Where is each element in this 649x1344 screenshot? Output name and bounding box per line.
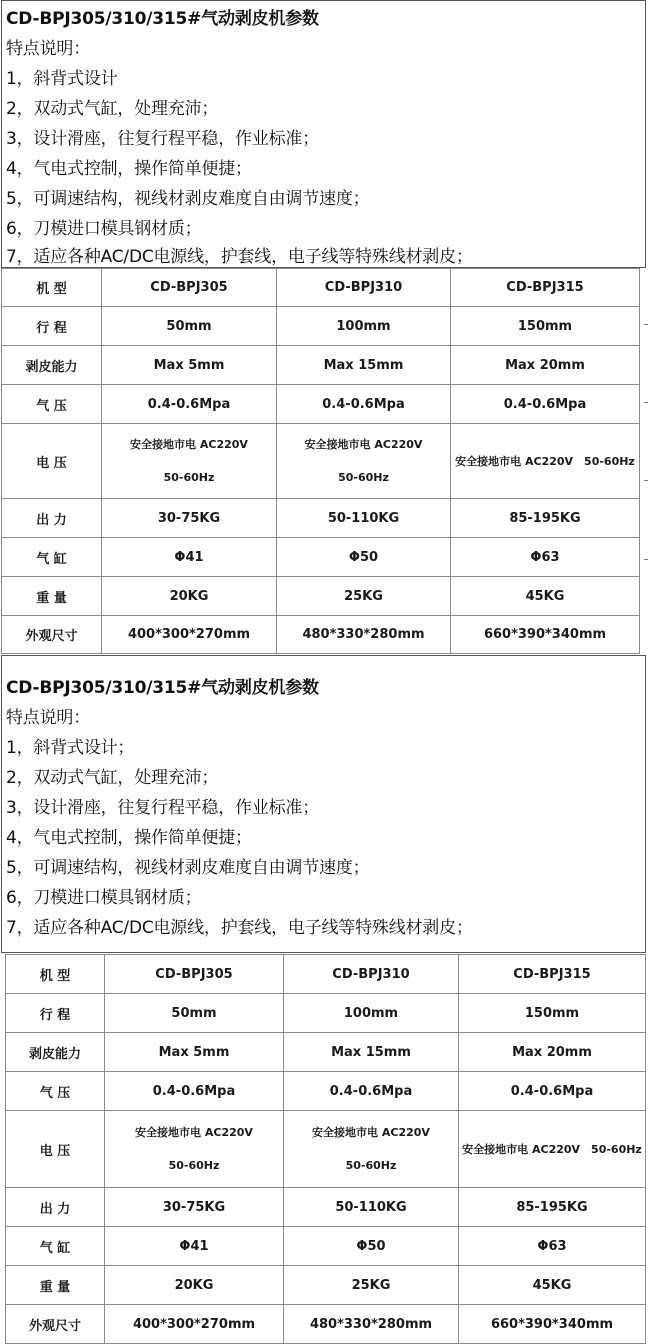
row-label: 重 量 — [2, 577, 102, 616]
features-heading: 特点说明： — [6, 708, 90, 728]
row-label: 剥皮能力 — [6, 1033, 105, 1072]
voltage-cell — [459, 1111, 646, 1188]
row-label: 外观尺寸 — [2, 616, 102, 654]
table-row — [2, 577, 640, 616]
feature-item: 2，双动式气缸，处理充沛； — [6, 99, 219, 119]
row-label: 电 压 — [2, 424, 102, 499]
edge-tick — [644, 402, 648, 403]
table-header-cell: CD-BPJ310 — [284, 955, 459, 994]
frequency-line: 50-60Hz — [338, 471, 389, 484]
table-row — [6, 1266, 646, 1305]
row-label: 气 压 — [2, 385, 102, 424]
table-cell: 0.4-0.6Mpa — [105, 1072, 284, 1111]
table-cell: 400*300*270mm — [102, 616, 277, 654]
edge-tick — [644, 324, 648, 325]
table-header-cell: 机 型 — [2, 269, 102, 307]
table-header-cell: 机 型 — [6, 955, 105, 994]
voltage-cell — [105, 1111, 284, 1188]
table-cell: 30-75KG — [102, 499, 277, 538]
table-row-voltage — [2, 424, 640, 499]
table-cell: 400*300*270mm — [105, 1305, 284, 1344]
voltage-line: 安全接地市电 AC220V — [304, 438, 423, 451]
voltage-line: 安全接地市电 AC220V — [135, 1126, 253, 1139]
table-cell: 50mm — [105, 994, 284, 1033]
feature-item: 3，设计滑座，往复行程平稳，作业标准； — [6, 798, 320, 818]
table-header-row — [2, 269, 640, 307]
voltage-line: 安全接地市电 AC220V — [312, 1126, 430, 1139]
feature-item: 5，可调速结构，视线材剥皮难度自由调节速度； — [6, 189, 370, 209]
table-row — [2, 385, 640, 424]
table-cell: 50mm — [102, 307, 277, 346]
feature-item: 2，双动式气缸，处理充沛； — [6, 768, 219, 788]
spec-text-block-2 — [1, 655, 646, 953]
spec-table-1 — [1, 268, 640, 654]
feature-item: 5，可调速结构，视线材剥皮难度自由调节速度； — [6, 858, 370, 878]
table-header-cell: CD-BPJ315 — [459, 955, 646, 994]
row-label: 行 程 — [2, 307, 102, 346]
edge-tick — [644, 559, 648, 560]
table-cell: 480*330*280mm — [277, 616, 451, 654]
voltage-line: 安全接地市电 AC220V 50-60Hz — [455, 455, 635, 468]
table-cell: 50-110KG — [284, 1188, 459, 1227]
spec-text-block-1 — [1, 0, 646, 268]
row-label: 出 力 — [2, 499, 102, 538]
table-cell: Max 20mm — [459, 1033, 646, 1072]
table-cell: 45KG — [459, 1266, 646, 1305]
table-cell: 480*330*280mm — [284, 1305, 459, 1344]
table-row — [2, 499, 640, 538]
feature-item: 6，刀模进口模具钢材质； — [6, 888, 202, 908]
table-cell: 20KG — [105, 1266, 284, 1305]
table-row — [6, 1188, 646, 1227]
frequency-line: 50-60Hz — [163, 471, 215, 484]
row-label: 气 缸 — [6, 1227, 105, 1266]
table-cell: 150mm — [451, 307, 640, 346]
page-title: CD-BPJ305/310/315#气动剥皮机参数 — [6, 9, 319, 29]
row-label: 外观尺寸 — [6, 1305, 105, 1344]
table-cell: 0.4-0.6Mpa — [459, 1072, 646, 1111]
table-row — [6, 1072, 646, 1111]
feature-item: 4，气电式控制，操作简单便捷； — [6, 828, 252, 848]
table-cell: 660*390*340mm — [451, 616, 640, 654]
feature-item: 7，适应各种AC/DC电源线，护套线，电子线等特殊线材剥皮； — [6, 918, 473, 938]
table-cell: 0.4-0.6Mpa — [102, 385, 277, 424]
table-row — [6, 994, 646, 1033]
table-cell: 0.4-0.6Mpa — [451, 385, 640, 424]
row-label: 行 程 — [6, 994, 105, 1033]
table-row — [6, 1033, 646, 1072]
feature-item: 6，刀模进口模具钢材质； — [6, 219, 202, 239]
table-cell: Φ63 — [459, 1227, 646, 1266]
feature-item: 3，设计滑座，往复行程平稳，作业标准； — [6, 129, 320, 149]
row-label: 出 力 — [6, 1188, 105, 1227]
table-cell: 0.4-0.6Mpa — [284, 1072, 459, 1111]
table-cell: 20KG — [102, 577, 277, 616]
table-cell: 50-110KG — [277, 499, 451, 538]
table-row — [2, 538, 640, 577]
frequency-line: 50-60Hz — [345, 1159, 397, 1172]
table-header-cell: CD-BPJ305 — [105, 955, 284, 994]
table-cell: Φ41 — [105, 1227, 284, 1266]
feature-item: 7，适应各种AC/DC电源线，护套线，电子线等特殊线材剥皮； — [6, 247, 473, 267]
table-row-voltage — [6, 1111, 646, 1188]
table-row — [6, 1227, 646, 1266]
table-cell: 660*390*340mm — [459, 1305, 646, 1344]
row-label: 电 压 — [6, 1111, 105, 1188]
table-row — [2, 616, 640, 654]
voltage-cell — [451, 424, 640, 499]
table-cell: 100mm — [284, 994, 459, 1033]
table-cell: 25KG — [284, 1266, 459, 1305]
table-row — [6, 1305, 646, 1344]
frequency-line: 50-60Hz — [168, 1159, 220, 1172]
voltage-cell — [284, 1111, 459, 1188]
table-cell: 0.4-0.6Mpa — [277, 385, 451, 424]
table-cell: Max 5mm — [102, 346, 277, 385]
table-row — [2, 346, 640, 385]
table-cell: 150mm — [459, 994, 646, 1033]
edge-tick — [644, 480, 648, 481]
table-cell: 85-195KG — [451, 499, 640, 538]
table-cell: Max 15mm — [277, 346, 451, 385]
voltage-line: 安全接地市电 AC220V — [130, 438, 248, 451]
feature-item: 1，斜背式设计 — [6, 69, 118, 89]
voltage-cell — [277, 424, 451, 499]
voltage-line: 安全接地市电 AC220V 50-60Hz — [462, 1143, 642, 1156]
table-cell: Max 5mm — [105, 1033, 284, 1072]
features-heading: 特点说明： — [6, 39, 90, 59]
table-cell: Max 20mm — [451, 346, 640, 385]
voltage-cell — [102, 424, 277, 499]
table-cell: 100mm — [277, 307, 451, 346]
table-cell: Φ63 — [451, 538, 640, 577]
table-cell: 25KG — [277, 577, 451, 616]
row-label: 气 缸 — [2, 538, 102, 577]
row-label: 剥皮能力 — [2, 346, 102, 385]
feature-item: 4，气电式控制，操作简单便捷； — [6, 159, 252, 179]
feature-item: 1，斜背式设计； — [6, 738, 135, 758]
spec-table-2 — [5, 954, 646, 1344]
table-cell: Φ50 — [277, 538, 451, 577]
page-title: CD-BPJ305/310/315#气动剥皮机参数 — [6, 678, 319, 698]
table-cell: Φ41 — [102, 538, 277, 577]
table-cell: 30-75KG — [105, 1188, 284, 1227]
table-header-cell: CD-BPJ305 — [102, 269, 277, 307]
table-cell: 85-195KG — [459, 1188, 646, 1227]
table-row — [2, 307, 640, 346]
table-header-cell: CD-BPJ315 — [451, 269, 640, 307]
table-cell: Max 15mm — [284, 1033, 459, 1072]
table-cell: Φ50 — [284, 1227, 459, 1266]
row-label: 重 量 — [6, 1266, 105, 1305]
table-header-row — [6, 955, 646, 994]
table-header-cell: CD-BPJ310 — [277, 269, 451, 307]
row-label: 气 压 — [6, 1072, 105, 1111]
table-cell: 45KG — [451, 577, 640, 616]
